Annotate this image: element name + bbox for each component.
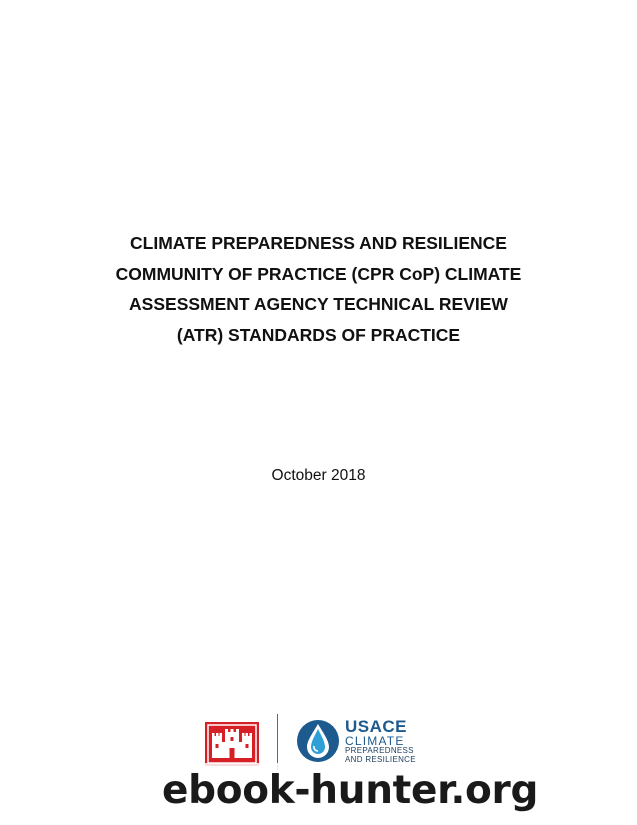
water-drop-icon bbox=[295, 718, 341, 764]
document-date: October 2018 bbox=[271, 467, 366, 484]
title-line-1: CLIMATE PREPAREDNESS AND RESILIENCE bbox=[130, 233, 507, 253]
brand-climate: CLIMATE bbox=[345, 734, 405, 748]
brand-line-2: AND RESILIENCE bbox=[345, 754, 416, 764]
document-title bbox=[0, 228, 637, 350]
brand-usace: USACE bbox=[345, 717, 408, 736]
usace-castle-icon bbox=[205, 722, 259, 766]
title-line-2: COMMUNITY OF PRACTICE (CPR CoP) CLIMATE bbox=[115, 263, 522, 284]
watermark-text: ebook-hunter.org bbox=[162, 763, 632, 819]
title-line-3: ASSESSMENT AGENCY TECHNICAL REVIEW bbox=[129, 294, 508, 314]
brand-text bbox=[345, 718, 455, 764]
brand-line-1: PREPAREDNESS bbox=[345, 746, 414, 755]
logo-divider bbox=[277, 714, 278, 770]
title-line-4: (ATR) STANDARDS OF PRACTICE bbox=[176, 324, 461, 345]
